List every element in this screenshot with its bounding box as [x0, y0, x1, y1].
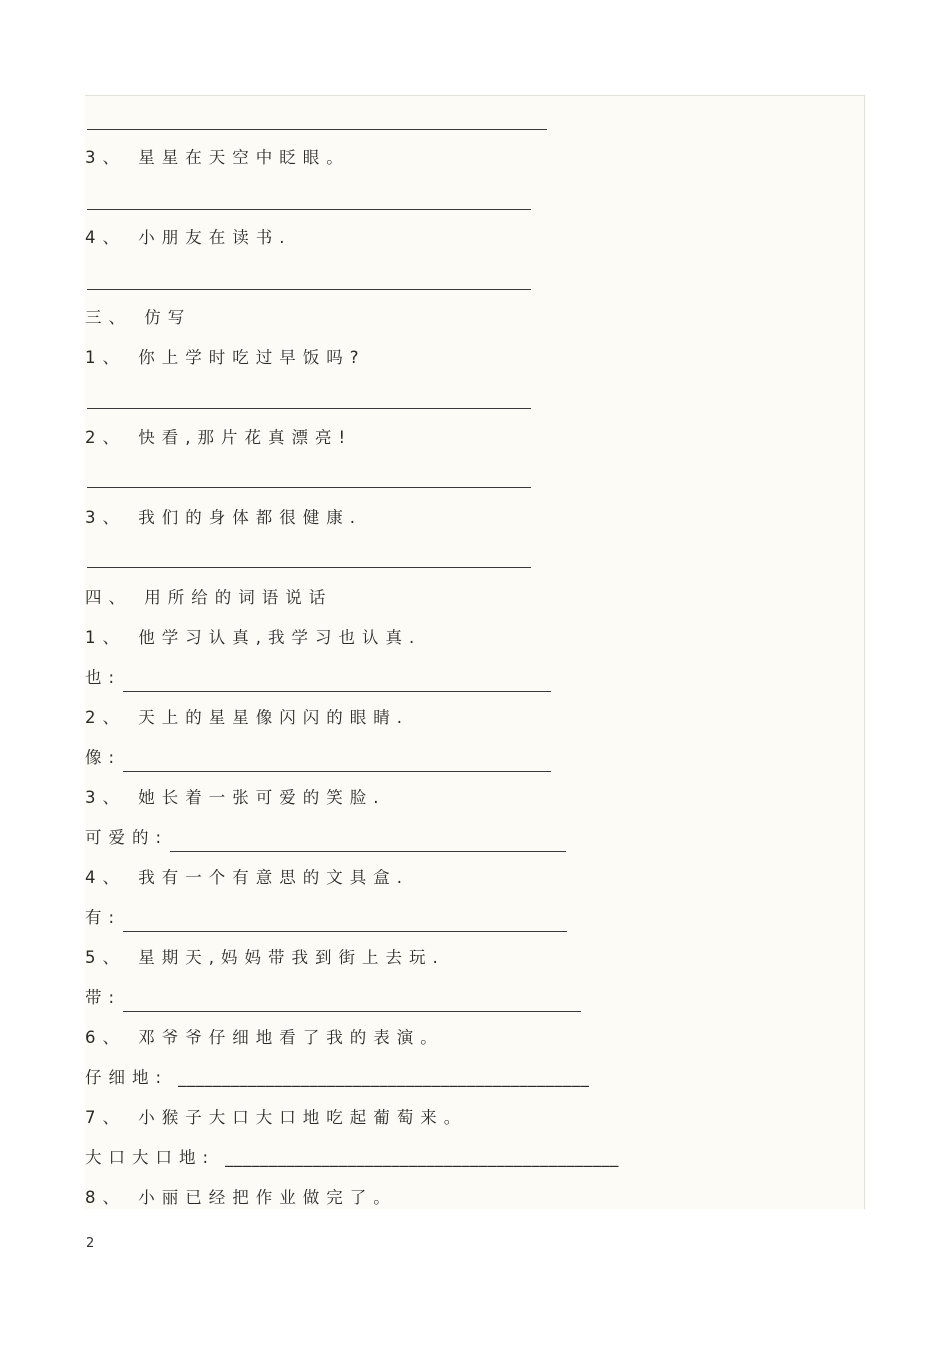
word-use-8-text: 8、 小丽已经把作业做完了。	[85, 1188, 397, 1207]
answer-line[interactable]	[123, 931, 567, 932]
word-label-ye: 也:	[85, 668, 122, 687]
imitate-2-text: 2、 快看,那片花真漂亮!	[85, 428, 353, 447]
word-label-zixide: 仔细地:	[85, 1068, 169, 1087]
answer-line[interactable]	[87, 567, 531, 568]
word-use-6-answer	[85, 1064, 589, 1092]
word-use-6-text: 6、 邓爷爷仔细地看了我的表演。	[85, 1028, 444, 1047]
page-number: 2	[86, 1236, 95, 1251]
word-use-4-text: 4、 我有一个有意思的文具盒.	[85, 868, 409, 887]
word-use-4-answer	[85, 904, 567, 932]
word-use-7-answer	[85, 1144, 619, 1172]
imitate-1-text: 1、 你上学时吃过早饭吗?	[85, 348, 366, 367]
answer-line[interactable]	[123, 691, 551, 692]
question-4-text: 4、 小朋友在读书.	[85, 228, 292, 247]
section-4-heading: 四、 用所给的词语说话	[85, 588, 333, 607]
answer-dash-line[interactable]: _____________________________________________	[225, 1148, 619, 1167]
word-label-dakoudakoude: 大口大口地:	[85, 1148, 216, 1167]
word-use-2-text: 2、 天上的星星像闪闪的眼睛.	[85, 708, 409, 727]
answer-line[interactable]	[123, 1011, 581, 1012]
answer-line[interactable]	[123, 771, 551, 772]
word-use-5-text: 5、 星期天,妈妈带我到街上去玩.	[85, 948, 445, 967]
answer-line[interactable]	[87, 487, 531, 488]
word-use-1-answer	[85, 664, 551, 692]
answer-dash-line[interactable]: _______________________________________________	[178, 1068, 590, 1087]
word-use-1-text: 1、 他学习认真,我学习也认真.	[85, 628, 422, 647]
answer-line[interactable]	[87, 289, 531, 290]
word-use-5-answer	[85, 984, 581, 1012]
answer-line[interactable]	[87, 408, 531, 409]
word-label-dai: 带:	[85, 988, 122, 1007]
answer-line[interactable]	[87, 209, 531, 210]
answer-line[interactable]	[170, 851, 566, 852]
word-use-7-text: 7、 小猴子大口大口地吃起葡萄来。	[85, 1108, 468, 1127]
answer-line[interactable]	[87, 129, 547, 130]
section-3-heading: 三、 仿写	[85, 308, 192, 327]
word-label-you: 有:	[85, 908, 122, 927]
word-label-keaide: 可爱的:	[85, 828, 169, 847]
imitate-3-text: 3、 我们的身体都很健康.	[85, 508, 362, 527]
word-use-3-answer	[85, 824, 566, 852]
word-label-xiang: 像:	[85, 748, 122, 767]
question-3-text: 3、 星星在天空中眨眼。	[85, 148, 350, 167]
word-use-3-text: 3、 她长着一张可爱的笑脸.	[85, 788, 386, 807]
word-use-2-answer	[85, 744, 551, 772]
